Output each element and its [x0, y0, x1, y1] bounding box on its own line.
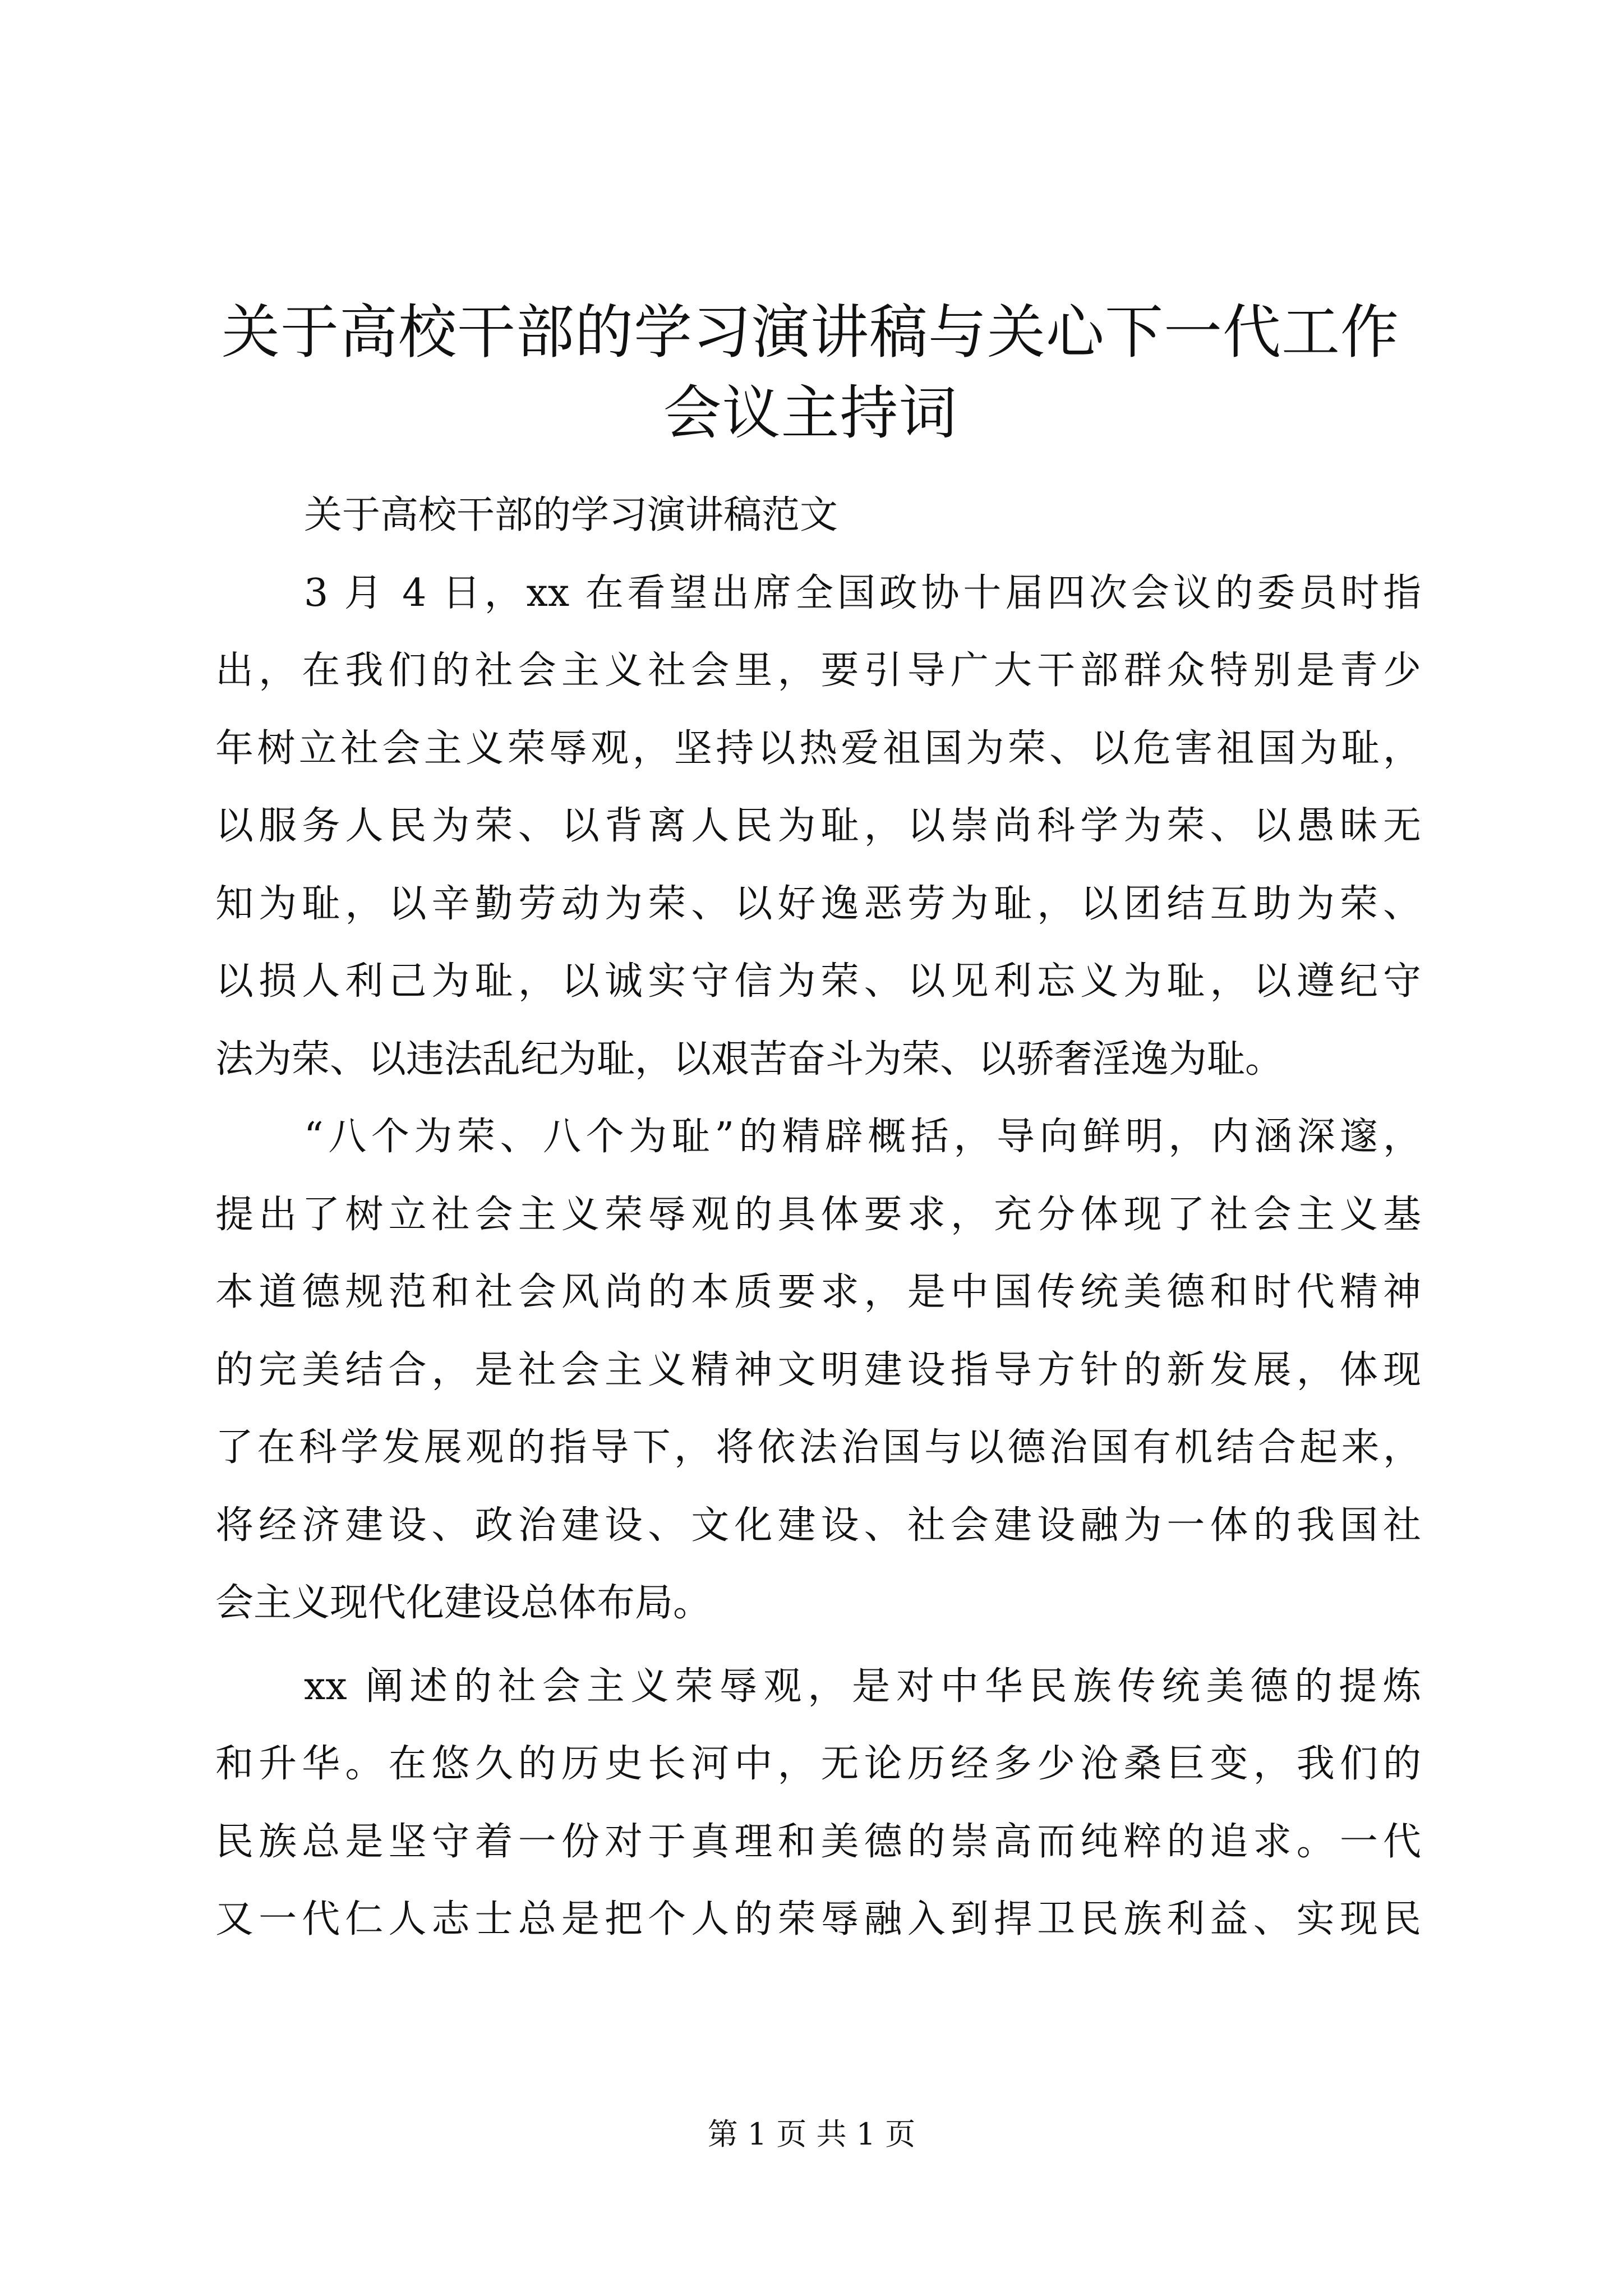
paragraph-line: 会主义现代化建设总体布局。	[215, 1581, 712, 1625]
paragraph	[215, 555, 1421, 1099]
paragraph-line: 本道德规范和社会风尚的本质要求，是中国传统美德和时代精神	[215, 1270, 1421, 1314]
paragraph-line: 和升华。在悠久的历史长河中，无论历经多少沧桑巨变，我们的	[215, 1742, 1421, 1786]
paragraph-line: 的完美结合，是社会主义精神文明建设指导方针的新发展，体现	[215, 1347, 1421, 1392]
paragraph-line: 将经济建设、政治建设、文化建设、社会建设融为一体的我国社	[215, 1503, 1421, 1548]
paragraph-line: 了在科学发展观的指导下，将依法治国与以德治国有机结合起来，	[215, 1425, 1421, 1470]
document-body	[215, 477, 1421, 1959]
paragraph-line: 3 月 4 日，xx 在看望出席全国政协十届四次会议的委员时指	[304, 570, 1421, 615]
paragraph-line: xx 阐述的社会主义荣辱观，是对中华民族传统美德的提炼	[304, 1664, 1421, 1709]
paragraph-line: “八个为荣、八个为耻”的精辟概括，导向鲜明，内涵深邃，	[304, 1115, 1421, 1159]
subtitle: 关于高校干部的学习演讲稿范文	[304, 493, 838, 537]
paragraph-line: 以损人利己为耻，以诚实守信为荣、以见利忘义为耻，以遵纪守	[215, 959, 1421, 1004]
paragraph-line: 年树立社会主义荣辱观，坚持以热爱祖国为荣、以危害祖国为耻，	[215, 726, 1421, 771]
paragraph-line: 又一代仁人志士总是把个人的荣辱融入到捍卫民族利益、实现民	[215, 1897, 1421, 1941]
document-title	[179, 292, 1441, 453]
paragraph-line: 提出了树立社会主义荣辱观的具体要求，充分体现了社会主义基	[215, 1192, 1421, 1237]
paragraph-line: 民族总是坚守着一份对于真理和美德的崇高而纯粹的追求。一代	[215, 1819, 1421, 1864]
paragraph-line: 以服务人民为荣、以背离人民为耻，以崇尚科学为荣、以愚昧无	[215, 804, 1421, 848]
paragraph	[215, 1098, 1421, 1642]
paragraph-spacer	[215, 1642, 1421, 1648]
page-footer: 第 1 页 共 1 页	[707, 2116, 916, 2152]
title-line: 会议主持词	[663, 379, 958, 447]
paragraph	[215, 1648, 1421, 1959]
paragraph-line: 知为耻，以辛勤劳动为荣、以好逸恶劳为耻，以团结互助为荣、	[215, 881, 1421, 926]
paragraph-line: 出，在我们的社会主义社会里，要引导广大干部群众特别是青少	[215, 648, 1421, 693]
title-line: 关于高校干部的学习演讲稿与关心下一代工作	[221, 298, 1399, 366]
paragraph-line: 法为荣、以违法乱纪为耻，以艰苦奋斗为荣、以骄奢淫逸为耻。	[215, 1037, 1284, 1082]
